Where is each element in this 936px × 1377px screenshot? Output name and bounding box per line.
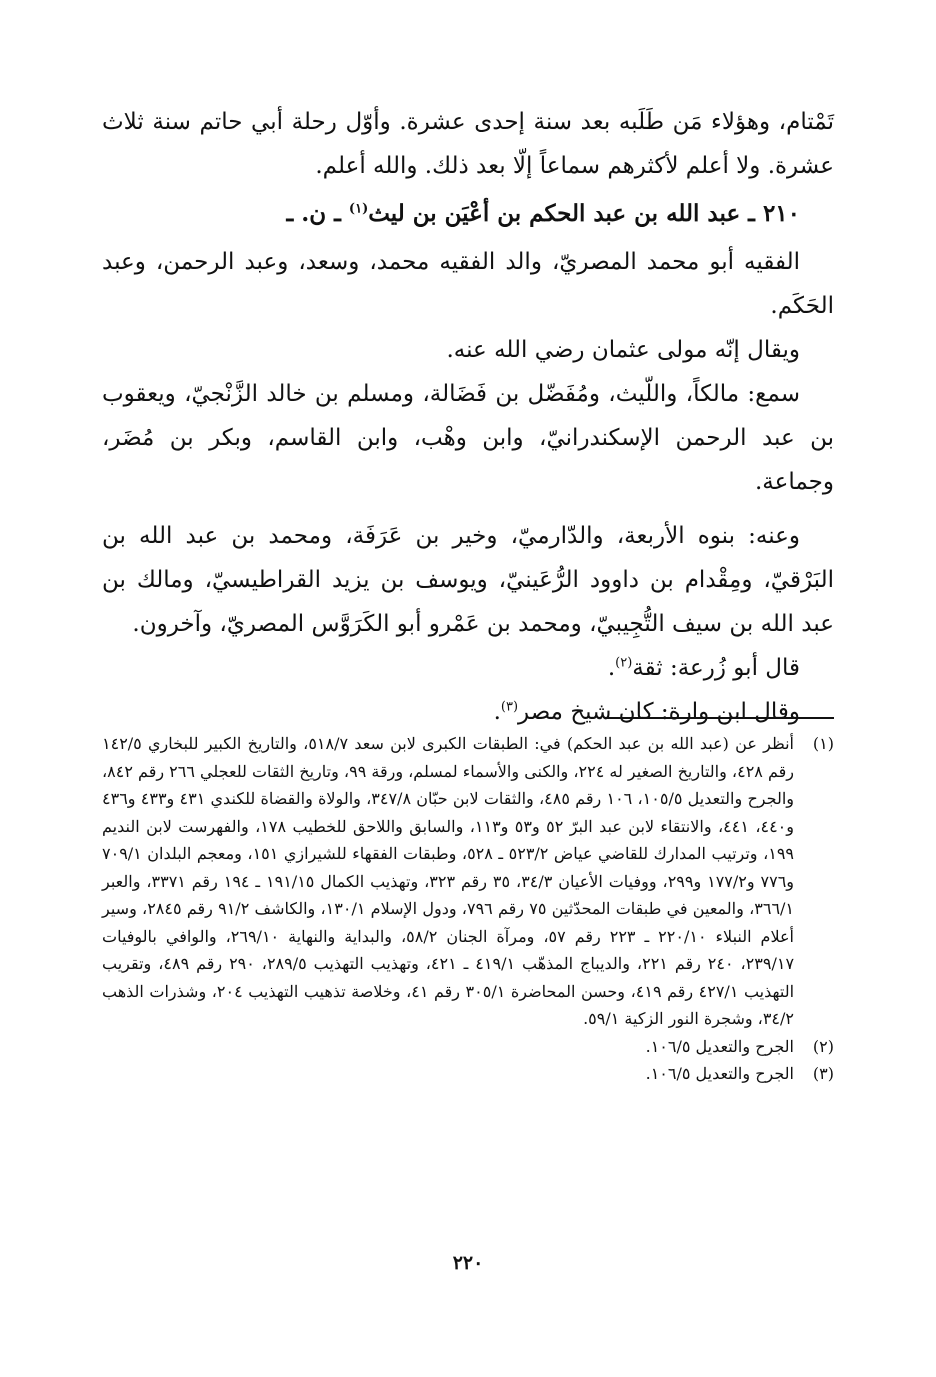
footnote-item bbox=[102, 1033, 834, 1061]
footnotes bbox=[102, 730, 834, 1088]
ibn-wara-end: . bbox=[493, 699, 501, 725]
paragraph-mawla: ويقال إنّه مولى عثمان رضي الله عنه. bbox=[446, 337, 800, 363]
abu-zura-quote: قال أبو زُرعة: ثقة bbox=[632, 655, 800, 681]
footnote-text: أنظر عن (عبد الله بن عبد الحكم) في: الطبقات الكبرى لابن سعد ٥١٨/٧، والتاريخ الكبير للبخاري ١٤٢/٥ رقم ٤٢٨، والتاريخ الصغير له ٢٢٤، والكنى والأسماء لمسلم، ورقة ٩٩، وتاريخ الثقات للعجلي ٢٦٦ رقم ٨٤٢، والجرح والتعديل ١٠٥/٥، ١٠٦ رقم ٤٨٥، والثقات لابن حبّان ٣٤٧/٨، والولاة والقضاة للكندي ٤٣١ و٤٣٣ و٤٣٦ و٤٤٠، ٤٤١، والانتقاء لابن عبد البرّ ٥٢ و٥٣ و١١٣، والسابق واللاحق للخطيب ١٧٨، والفهرست لابن النديم ١٩٩، وترتيب المدارك للقاضي عياض ٥٢٣/٢ ـ ٥٢٨، وطبقات الفقهاء للشيرازي ١٥١، ومعجم البلدان ٧٠٩/١ و٧٧٦ و١٧٧/٢ و٢٩٩، ووفيات الأعيان ٣٤/٣، ٣٥ رقم ٣٢٣، وتهذيب الكمال ١٩١/١٥ ـ ١٩٤ رقم ٣٣٧١، والعبر ٣٦٦/١، والمعين في طبقات المحدّثين ٧٥ رقم ٧٩٦، ودول الإسلام ١٣٠/١، والكاشف ٩١/٢ رقم ٢٨٤٥، وسير أعلام النبلاء ٢٢٠/١٠ ـ ٢٢٣ رقم ٥٧، ومرآة الجنان ٥٨/٢، والبداية والنهاية ٢٦٩/١٠، والوافي بالوفيات ٢٣٩/١٧، ٢٤٠ رقم ٢٢١، والديباج المذهّب ٤١٩/١ ـ ٤٢١، وتهذيب التهذيب ٢٨٩/٥، ٢٩٠ رقم ٤٨٩، وتقريب التهذيب ٤٢٧/١ رقم ٤١٩، وحسن المحاضرة ٣٠٥/١ رقم ٤١، وخلاصة تذهيب التهذيب ٢٠٤، وشذرات الذهب ٣٤/٢، وشجرة النور الزكية ٥٩/١. bbox=[102, 734, 795, 1028]
heading-title: ٢١٠ ـ عبد الله بن عبد الحكم بن أعْيَن بن ليث bbox=[368, 200, 800, 227]
footnote-ref-1: (١) bbox=[348, 201, 369, 217]
abu-zura-end: . bbox=[607, 655, 616, 681]
footnote-number: (٢) bbox=[812, 1036, 834, 1056]
footnote-item bbox=[102, 730, 834, 1033]
page-number: ٢٢٠ bbox=[452, 1252, 484, 1274]
footnote-number: (٣) bbox=[812, 1064, 834, 1083]
paragraph-kunya: الفقيه أبو محمد المصريّ، والد الفقيه محمد، وسعد، وعبد الرحمن، وعبد الحَكَم. bbox=[102, 249, 834, 319]
paragraph-students: وعنه: بنوه الأربعة، والدّارميّ، وخير بن عَرَفَة، ومحمد بن عبد الله بن البَرْقيّ، ومِقْدام بن داوود الرُّعَينيّ، ويوسف بن يزيد القراطيسيّ، ومالك بن عبد الله بن سيف التُّجِيبيّ، ومحمد بن عَمْرو أبو الكَرَوَّس المصريّ، وآخرون. bbox=[102, 523, 834, 637]
paragraph-intro: تَمْتام، وهؤلاء مَن طَلَبه بعد سنة إحدى عشرة. وأوّل رحلة أبي حاتم سنة ثلاث عشرة. ولا أعلم لأكثرهم سماعاً إلّا بعد ذلك. والله أعلم. bbox=[102, 109, 834, 179]
footnote-number: (١) bbox=[812, 734, 834, 753]
paragraph-teachers: سمع: مالكاً، واللّيث، ومُفَضّل بن فَضَالة، ومسلم بن خالد الزَّنْجيّ، ويعقوب بن عبد الرحمن الإسكندرانيّ، وابن وهْب، وابن القاسم، وبكر بن مُضَر، وجماعة. bbox=[102, 381, 834, 495]
footnote-text: الجرح والتعديل ١٠٦/٥. bbox=[645, 1036, 794, 1056]
paragraph-abu-zura bbox=[102, 646, 834, 690]
footnote-ref-3: (٣) bbox=[500, 699, 519, 715]
main-text bbox=[102, 100, 834, 734]
footnote-divider bbox=[606, 717, 834, 719]
footnote-ref-2: (٢) bbox=[615, 655, 633, 671]
ibn-wara-quote: وقال ابن وارة: كان شيخ مصر bbox=[518, 699, 800, 725]
biography-heading bbox=[102, 192, 834, 236]
footnote-item bbox=[102, 1060, 834, 1088]
footnote-text: الجرح والتعديل ١٠٦/٥. bbox=[645, 1064, 794, 1083]
heading-suffix: ـ ن. ـ bbox=[286, 200, 349, 227]
paragraph-ibn-wara bbox=[102, 690, 834, 734]
